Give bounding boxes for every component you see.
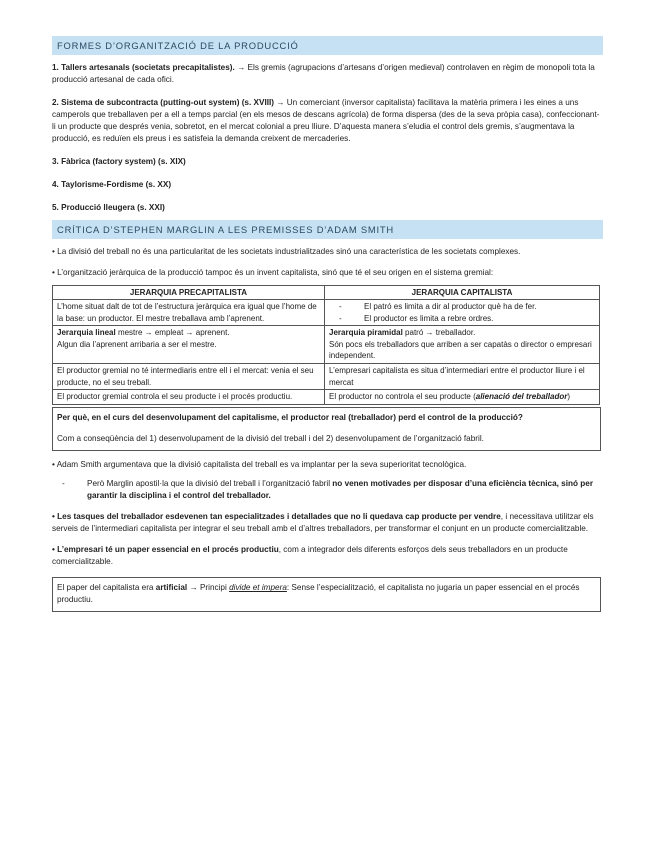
table-cell xyxy=(53,326,325,364)
arrow-icon: → xyxy=(237,63,246,72)
dash-marker: - xyxy=(62,479,65,488)
bullet-adam-smith: • Adam Smith argumentava que la divisió capitalista del treball es va implantar per la seva superioritat tecnològica. xyxy=(52,459,467,469)
jerarquia-lineal-chain: mestre → empleat → aprenent. xyxy=(117,328,230,338)
table-cell: El productor gremial controla el seu producte i el procés productiu. xyxy=(53,390,325,405)
jerarquia-lineal-note: Algun dia l’aprenent arribaria a ser el mestre. xyxy=(57,339,217,349)
bullet-empresari xyxy=(52,544,603,568)
jerarquia-piramidal-note: Són pocs els treballadors que arriben a ser capatàs o director o empresari independent. xyxy=(329,339,592,361)
final-box-rest: : Sense l’especialització, el capitalista no jugaria un paper essencial en el procés productiu. xyxy=(57,583,580,605)
table-cell xyxy=(325,300,600,326)
marglin-point xyxy=(52,478,603,502)
item-produccio-lleugera xyxy=(52,202,603,214)
arrow-icon: → xyxy=(276,98,285,108)
question-box xyxy=(52,407,601,451)
item-subcontracta xyxy=(52,97,603,145)
document-page xyxy=(52,36,603,612)
tasques-bold: • Les tasques del treballador esdevenen tan especialitzades i detallades que no li quedava cap producte per vendre xyxy=(52,512,501,522)
answer-text: Com a conseqüència del 1) desenvolupament de la divisió del treball i del 2) desenvolupament de l’organització fabril. xyxy=(57,433,484,443)
marglin-plain-text: Però Marglin apostil·la que la divisió del treball i l’organització fabril xyxy=(87,479,331,488)
item-tallers-title: 1. Tallers artesanals (societats precapitalistes). xyxy=(52,63,235,72)
table-cell-list xyxy=(329,301,595,324)
jerarquia-piramidal-chain: patró → treballador. xyxy=(405,328,476,338)
item-tallers-text: Els gremis (agrupacions d’artesans d’origen medieval) controlaven en règim de monopoli tota la producció artesanal de cada ofici. xyxy=(52,63,595,85)
final-box-pre: El paper del capitalista era xyxy=(57,583,154,593)
final-box-mid: Principi xyxy=(199,583,227,593)
item-taylorisme-title: 4. Taylorisme-Fordisme (s. XX) xyxy=(52,180,172,190)
list-item: - El patró es limita a dir al productor què ha de fer. xyxy=(339,301,595,313)
arrow-icon: → xyxy=(189,583,198,593)
jerarquia-lineal-label: Jerarquia lineal xyxy=(57,328,116,338)
capitalist-role-box xyxy=(52,577,601,612)
item-produccio-lleugera-title: 5. Producció lleugera (s. XXI) xyxy=(52,203,165,213)
bullet-tasques xyxy=(52,511,603,535)
item-taylorisme xyxy=(52,179,603,191)
empresari-bold: • L’empresari té un paper essencial en el procés productiu xyxy=(52,545,279,555)
item-tallers xyxy=(52,62,603,86)
table-cell xyxy=(325,326,600,364)
table-header: JERARQUIA CAPITALISTA xyxy=(325,285,600,300)
table-cell: L’empresari capitalista es situa d’intermediari entre el productor lliure i el mercat xyxy=(325,364,600,390)
list-item: - El productor es limita a rebre ordres. xyxy=(339,313,595,325)
alienacio-term: alienació del treballador xyxy=(475,392,568,402)
divide-et-impera: divide et impera xyxy=(229,583,287,593)
item-subcontracta-text: Un comerciant (inversor capitalista) facilitava la matèria primera i les eines a uns camperols que treballaven per a ell a temps parcial (en els mesos de descans agrícola) de forma dispersa (des de la seva pròpia casa), confeccionant-li un producte que després venia, sobretot, en el mercat colonial a preu lliure. D’aquesta manera s’eludia el control dels gremis, s’augmentava la producció, es reduïen els preus i es satisfeia la demanda creixent de mercaderies. xyxy=(52,98,600,144)
table-cell-text-end: ) xyxy=(567,392,571,402)
hierarchy-table xyxy=(52,285,600,405)
item-fabrica xyxy=(52,156,603,168)
bullet-organitzacio-jerarquica: • L’organització jeràrquica de la producció tampoc és un invent capitalista, sinó que té el seu origen en el sistema gremial: xyxy=(52,268,494,278)
table-cell-text: El productor no controla el seu producte ( xyxy=(329,392,476,402)
section-heading-critica: CRÍTICA D’STEPHEN MARGLIN A LES PREMISSES D’ADAM SMITH xyxy=(52,220,603,239)
table-row xyxy=(53,364,600,390)
section-heading-forms: FORMES D’ORGANITZACIÓ DE LA PRODUCCIÓ xyxy=(52,36,603,55)
item-subcontracta-title: 2. Sistema de subcontracta (putting-out system) (s. XVIII) xyxy=(52,98,275,108)
table-cell: El productor gremial no té intermediaris entre ell i el mercat: venia el seu producte, no el seu treball. xyxy=(53,364,325,390)
table-row xyxy=(53,390,600,405)
empresari-rest: , com a integrador dels diferents esforços dels seus treballadors en un producte comercialitzable. xyxy=(52,545,568,567)
final-box-bold: artificial xyxy=(155,583,188,593)
table-header-row xyxy=(53,285,600,300)
table-header: JERARQUIA PRECAPITALISTA xyxy=(53,285,325,300)
table-cell xyxy=(325,390,600,405)
jerarquia-piramidal-label: Jerarquia piramidal xyxy=(329,328,403,338)
question-text: Per què, en el curs del desenvolupament del capitalisme, el productor real (treballador) perd el control de la producció? xyxy=(57,412,523,422)
item-fabrica-title: 3. Fàbrica (factory system) (s. XIX) xyxy=(52,157,186,167)
table-row xyxy=(53,326,600,364)
table-row xyxy=(53,300,600,326)
marglin-bold-text: no venen motivades per disposar d’una eficiència tècnica, sinó per garantir la disciplina i el control del treballador. xyxy=(87,479,594,501)
bullet-divisio-treball: • La divisió del treball no és una particularitat de les societats industrialitzades sinó una característica de les societats complexes. xyxy=(52,247,521,257)
tasques-rest: , i necessitava utilitzar els serveis de l’intermediari capitalista per integrar el seu treball amb el d’altres treballadors, per transformar el conjunt en un producte comercialitzable. xyxy=(52,512,594,534)
table-cell: L’home situat dalt de tot de l’estructura jeràrquica era igual que l’home de la base: un productor. El mestre treballava amb l’aprenent. xyxy=(53,300,325,326)
